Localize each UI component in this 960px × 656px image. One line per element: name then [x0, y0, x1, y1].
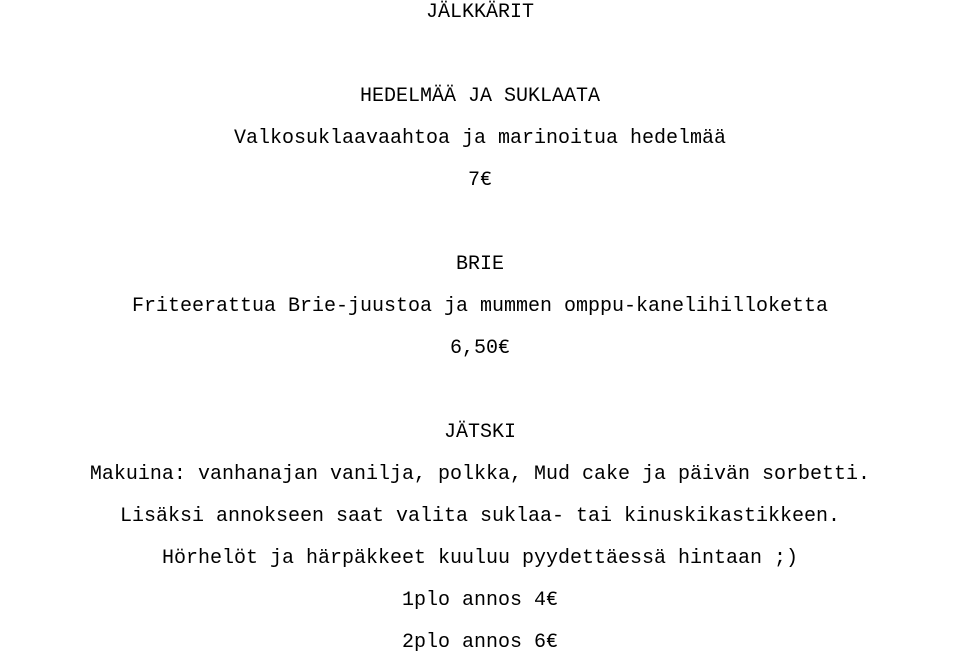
item-detail-sauce: Lisäksi annokseen saat valita suklaa- tai kinuskikastikkeen.: [119, 505, 841, 528]
menu-title: JÄLKKÄRIT: [425, 1, 535, 24]
item-price-hedelmaa: 7€: [467, 169, 492, 192]
item-detail-flavors: Makuina: vanhanajan vanilja, polkka, Mud cake ja päivän sorbetti.: [89, 463, 871, 486]
item-price-double: 2plo annos 6€: [401, 631, 559, 654]
item-name-brie: BRIE: [455, 253, 504, 276]
item-detail-toppings: Hörhelöt ja härpäkkeet kuuluu pyydettäessä hintaan ;): [161, 547, 799, 570]
item-price-single: 1plo annos 4€: [401, 589, 559, 612]
item-name-jatski: JÄTSKI: [443, 421, 516, 444]
item-name-hedelmaa: HEDELMÄÄ JA SUKLAATA: [359, 85, 601, 108]
item-price-brie: 6,50€: [449, 337, 510, 360]
item-description-hedelmaa: Valkosuklaavaahtoa ja marinoitua hedelmää: [233, 127, 727, 150]
item-description-brie: Friteerattua Brie-juustoa ja mummen omppu-kanelihilloketta: [131, 295, 829, 318]
